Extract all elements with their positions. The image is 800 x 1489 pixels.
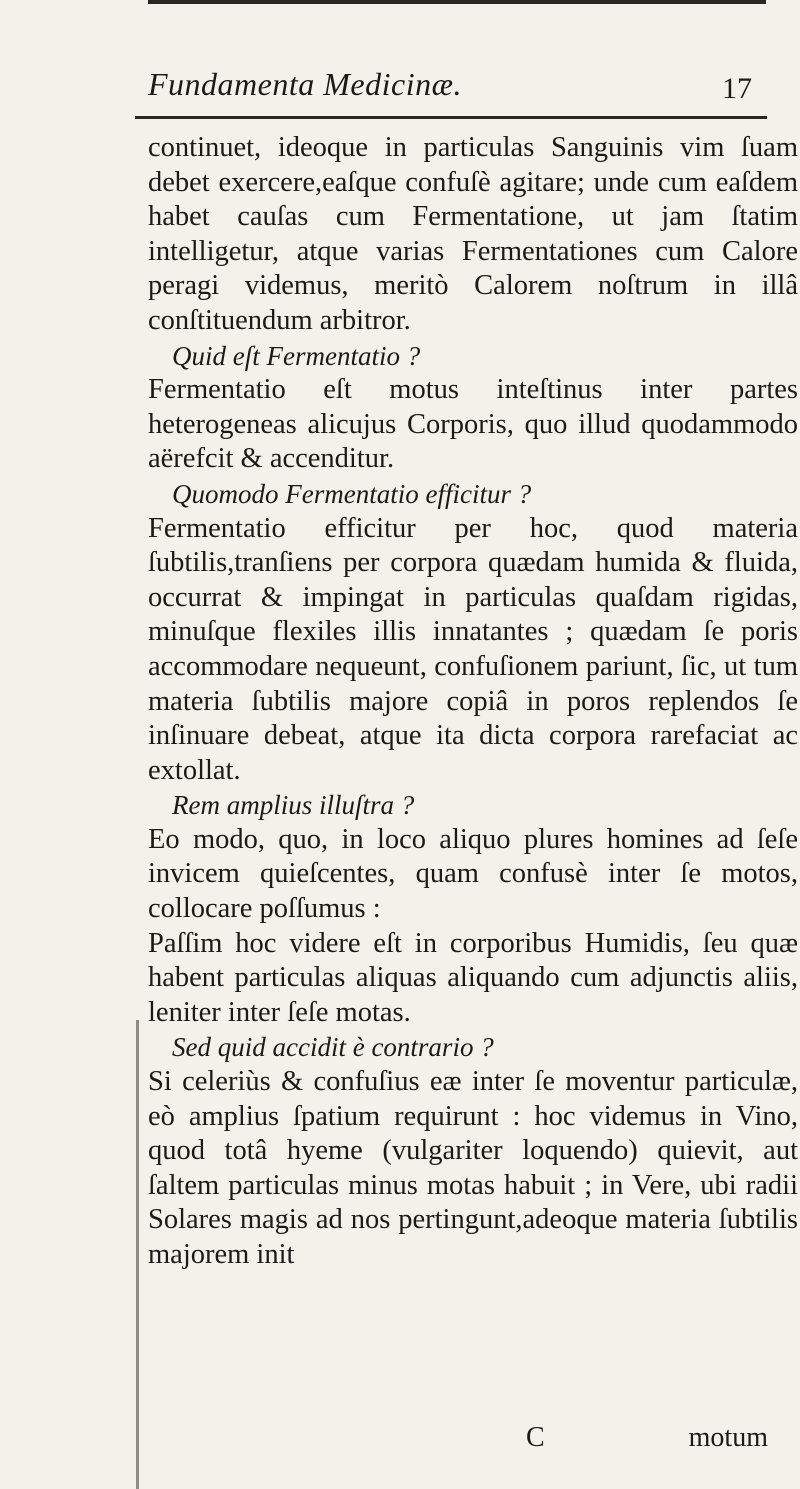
paragraph-continuation: continuet, ideoque in particulas Sanguinis vim ſuam debet exercere,eaſque confuſè agitare; unde cum eaſdem habet cauſas cum Fermentatione, ut jam ſtatim intelligetur, atque varias Fermentationes cum Calore peragi videmus, meritò Calorem noſtrum in illâ conſtituendum arbitror. — [148, 132, 798, 336]
answer-paragraph: Paſſim hoc videre eſt in corporibus Humidis, ſeu quæ habent particulas aliquas aliquando cum adjunctis aliis, leniter inter ſeſe motas. — [148, 927, 798, 1028]
question-heading: Quomodo Fermentatio efficitur ? — [172, 478, 532, 509]
page-number: 17 — [722, 72, 752, 105]
page-footer — [148, 1422, 768, 1458]
answer-paragraph: Fermentatio efficitur per hoc, quod materia ſubtilis,tranſiens per corpora quædam humida & fluida, occurrat & impingat in particulas quaſdam rigidas, minuſque flexiles illis innatantes ; quædam ſe poris accommodare nequeunt, confuſionem pariunt, ſic, ut tum materia ſubtilis majore copiâ in poros replendos ſe inſinuare debeat, atque ita dicta corpora rarefaciat ac extollat. — [148, 512, 798, 786]
answer-paragraph: Eo modo, quo, in loco aliquo plures homines ad ſeſe invicem quieſcentes, quam confusè inter ſe motos, collocare poſſumus : — [148, 823, 798, 925]
question-heading: Quid eſt Fermentatio ? — [172, 340, 421, 371]
header-rule — [135, 116, 767, 119]
body-text — [148, 131, 798, 1273]
gutter-shadow — [136, 1020, 139, 1489]
running-title: Fundamenta Medicinæ. — [148, 66, 462, 102]
question-heading: Rem amplius illuſtra ? — [172, 790, 415, 821]
top-edge-rule — [148, 0, 766, 4]
signature-mark: C — [526, 1422, 545, 1453]
answer-paragraph: Fermentatio eſt motus inteſtinus inter partes heterogeneas alicujus Corporis, quo illud quodammodo aërefcit & accenditur. — [148, 374, 798, 475]
answer-paragraph: Si celeriùs & confuſius eæ inter ſe moventur particulæ, eò amplius ſpatium requirunt : hoc videmus in Vino, quod totâ hyeme (vulgariter loquendo) quievit, aut ſaltem particulas minus motas habuit ; in Vere, ubi radii Solares magis ad nos pertingunt,adeoque materia ſubtilis majorem init — [148, 1066, 798, 1270]
catchword: motum — [688, 1422, 768, 1453]
question-heading: Sed quid accidit è contrario ? — [172, 1032, 494, 1063]
